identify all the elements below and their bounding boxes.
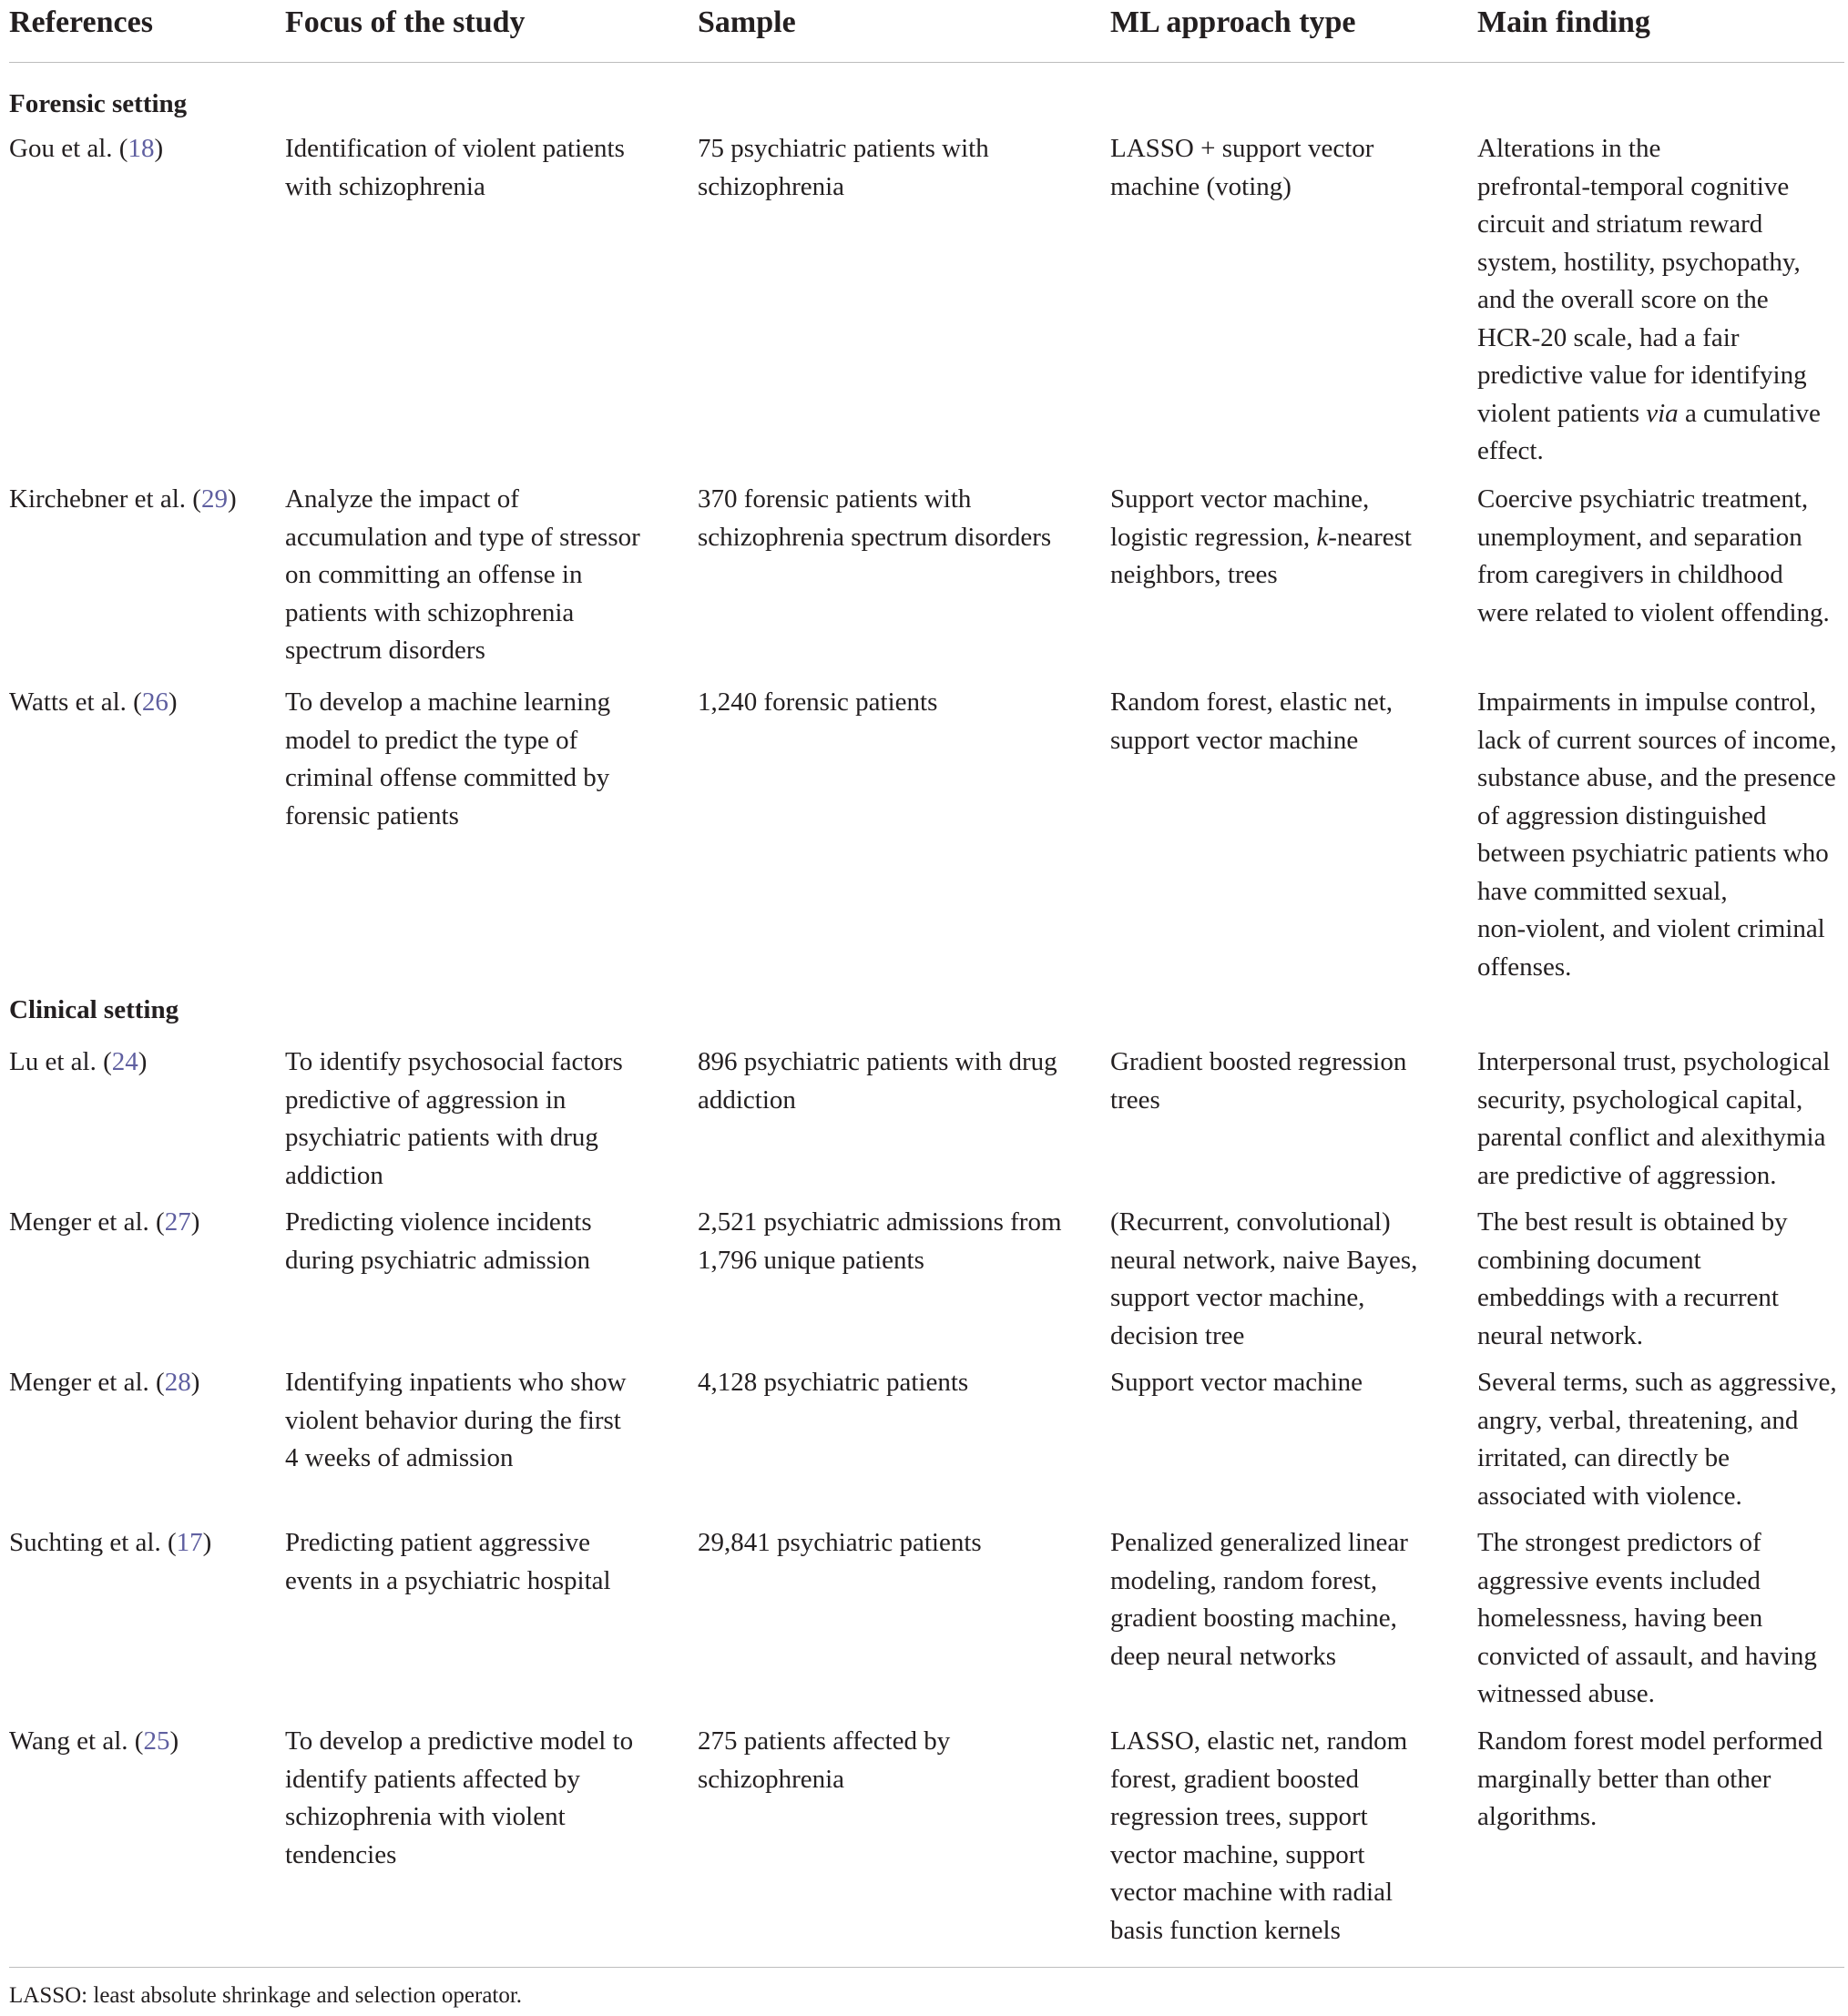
ml-line: vector machine with radial	[1110, 1878, 1394, 1907]
sample-line: 275 patients affected by	[698, 1726, 951, 1756]
focus-cell	[285, 1364, 668, 1478]
finding-line: convicted of assault, and having	[1477, 1641, 1817, 1671]
focus-line: Identifying inpatients who show	[285, 1368, 627, 1397]
sample-line: 4,128 psychiatric patients	[698, 1368, 969, 1397]
focus-line: psychiatric patients with drug	[285, 1123, 598, 1152]
sample-line: schizophrenia	[698, 171, 845, 201]
table-footnote: LASSO: least absolute shrinkage and selection operator.	[9, 1983, 523, 2008]
finding-line: Interpersonal trust, psychological	[1477, 1047, 1831, 1076]
sample-line: 75 psychiatric patients with	[698, 134, 989, 163]
finding-line: circuit and striatum reward	[1477, 209, 1763, 239]
ml-approach-cell	[1110, 1204, 1438, 1355]
sample-line: 1,796 unique patients	[698, 1245, 924, 1275]
author-close: )	[138, 1047, 148, 1076]
focus-line: Predicting violence incidents	[285, 1207, 592, 1237]
author-text: Kirchebner et al. (	[9, 484, 201, 514]
sample-cell	[698, 130, 1085, 206]
focus-line: To develop a machine learning	[285, 687, 611, 717]
finding-line: system, hostility, psychopathy,	[1477, 247, 1801, 277]
finding-line: algorithms.	[1477, 1802, 1598, 1831]
ml-approach-cell	[1110, 1044, 1438, 1119]
author-text: Wang et al. (	[9, 1726, 144, 1756]
main-finding-cell	[1477, 684, 1846, 986]
ml-line: regression trees, support	[1110, 1802, 1368, 1831]
focus-line: patients with schizophrenia	[285, 597, 575, 627]
author-text: Lu et al. (	[9, 1047, 112, 1076]
sample-line: 1,240 forensic patients	[698, 687, 938, 717]
focus-line: violent behavior during the first	[285, 1405, 621, 1435]
ml-approach-cell	[1110, 481, 1438, 595]
citation-link[interactable]: 18	[128, 134, 155, 163]
finding-line: Coercive psychiatric treatment,	[1477, 484, 1809, 514]
finding-line: homelessness, having been	[1477, 1604, 1763, 1633]
header-focus: Focus of the study	[285, 5, 526, 39]
ml-line: neighbors, trees	[1110, 560, 1278, 589]
sample-cell	[698, 1044, 1085, 1119]
main-finding-cell	[1477, 1204, 1846, 1355]
finding-line: Alterations in the	[1477, 134, 1661, 163]
main-finding-cell	[1477, 1364, 1846, 1515]
finding-line: neural network.	[1477, 1320, 1643, 1350]
sample-line: 370 forensic patients with	[698, 484, 972, 514]
sample-cell	[698, 1204, 1085, 1279]
reference-cell	[9, 481, 273, 519]
section-title: Forensic setting	[9, 89, 188, 118]
ml-approach-cell	[1110, 1364, 1438, 1402]
ml-line: support vector machine	[1110, 725, 1359, 755]
sample-cell	[698, 1723, 1085, 1798]
main-finding-cell	[1477, 1524, 1846, 1714]
focus-line: identify patients affected by	[285, 1764, 580, 1794]
focus-cell	[285, 130, 668, 206]
header-main-finding: Main finding	[1477, 5, 1650, 39]
finding-line: embeddings with a recurrent	[1477, 1283, 1779, 1312]
author-text: Gou et al. (	[9, 134, 128, 163]
focus-line: Identification of violent patients	[285, 134, 625, 163]
finding-line: combining document	[1477, 1245, 1701, 1275]
citation-link[interactable]: 24	[111, 1047, 138, 1076]
reference-cell	[9, 1204, 273, 1242]
ml-approach-cell	[1110, 130, 1438, 206]
focus-line: tendencies	[285, 1839, 397, 1869]
author-close: )	[154, 134, 164, 163]
finding-line: irritated, can directly be	[1477, 1443, 1730, 1472]
focus-cell	[285, 1723, 668, 1874]
header-sample: Sample	[698, 5, 796, 39]
finding-line: security, psychological capital,	[1477, 1084, 1803, 1115]
focus-cell	[285, 1044, 668, 1195]
finding-line: of aggression distinguished	[1477, 800, 1767, 830]
finding-line: Several terms, such as aggressive,	[1477, 1368, 1837, 1397]
ml-line: trees	[1110, 1084, 1160, 1115]
citation-link[interactable]: 28	[164, 1368, 191, 1397]
ml-line: neural network, naive Bayes,	[1110, 1245, 1418, 1275]
reference-cell	[9, 1723, 273, 1761]
ml-line: decision tree	[1110, 1320, 1245, 1350]
main-finding-cell	[1477, 1044, 1846, 1195]
finding-line: effect.	[1477, 436, 1544, 465]
ml-line: vector machine, support	[1110, 1839, 1365, 1869]
finding-line: unemployment, and separation	[1477, 522, 1802, 552]
main-finding-cell	[1477, 130, 1846, 471]
ml-line: Gradient boosted regression	[1110, 1047, 1407, 1076]
finding-line: associated with violence.	[1477, 1481, 1742, 1511]
finding-line: angry, verbal, threatening, and	[1477, 1405, 1799, 1435]
focus-line: schizophrenia with violent	[285, 1802, 566, 1831]
ml-approach-cell	[1110, 1524, 1438, 1675]
ml-line: deep neural networks	[1110, 1641, 1337, 1671]
ml-line: Support vector machine	[1110, 1368, 1363, 1397]
focus-line: To identify psychosocial factors	[285, 1047, 623, 1076]
citation-link[interactable]: 17	[176, 1528, 203, 1557]
ml-line: support vector machine,	[1110, 1283, 1365, 1312]
author-close: )	[168, 687, 178, 717]
citation-link[interactable]: 26	[141, 687, 168, 717]
header-references: References	[9, 5, 153, 39]
focus-line: events in a psychiatric hospital	[285, 1565, 611, 1595]
ml-line: Penalized generalized linear	[1110, 1528, 1408, 1557]
author-close: )	[202, 1528, 212, 1557]
focus-line: forensic patients	[285, 800, 459, 830]
ml-line: gradient boosting machine,	[1110, 1604, 1397, 1633]
sample-line: addiction	[698, 1084, 796, 1115]
ml-line: LASSO + support vector	[1110, 134, 1374, 163]
ml-line: machine (voting)	[1110, 171, 1292, 201]
author-close: )	[169, 1726, 179, 1756]
focus-cell	[285, 684, 668, 835]
author-text: Suchting et al. (	[9, 1528, 177, 1557]
finding-line: prefrontal-temporal cognitive	[1477, 171, 1790, 201]
finding-line: witnessed abuse.	[1477, 1679, 1655, 1708]
sample-cell	[698, 481, 1085, 556]
ml-approach-cell	[1110, 684, 1438, 759]
citation-link[interactable]: 27	[164, 1207, 191, 1237]
focus-cell	[285, 481, 668, 670]
finding-line: The best result is obtained by	[1477, 1207, 1788, 1237]
citation-link[interactable]: 25	[143, 1726, 170, 1756]
author-close: )	[190, 1207, 200, 1237]
table-header	[9, 0, 1844, 63]
finding-line: non-violent, and violent criminal	[1477, 914, 1825, 943]
author-close: )	[227, 484, 237, 514]
sample-cell	[698, 684, 1085, 722]
finding-line: from caregivers in childhood	[1477, 560, 1783, 589]
finding-line: lack of current sources of income,	[1477, 725, 1837, 755]
sample-cell	[698, 1524, 1085, 1563]
ml-line: LASSO, elastic net, random	[1110, 1726, 1408, 1756]
finding-line: have committed sexual,	[1477, 876, 1728, 906]
focus-line: during psychiatric admission	[285, 1245, 591, 1275]
finding-line: The strongest predictors of	[1477, 1528, 1761, 1557]
ml-line: modeling, random forest,	[1110, 1565, 1378, 1595]
finding-line: between psychiatric patients who	[1477, 839, 1829, 868]
table-bottom-rule	[9, 1967, 1844, 1968]
header-ml-approach: ML approach type	[1110, 5, 1356, 39]
ml-line: basis function kernels	[1110, 1915, 1341, 1945]
ml-line: Support vector machine,	[1110, 484, 1370, 514]
ml-approach-cell	[1110, 1723, 1438, 1950]
focus-line: with schizophrenia	[285, 171, 485, 201]
focus-line: 4 weeks of admission	[285, 1443, 514, 1472]
reference-cell	[9, 1524, 273, 1563]
ml-line: logistic regression, k-nearest	[1110, 522, 1412, 552]
main-finding-cell	[1477, 1723, 1846, 1837]
focus-cell	[285, 1524, 668, 1600]
focus-line: Analyze the impact of	[285, 484, 519, 514]
focus-line: on committing an offense in	[285, 560, 583, 589]
finding-line: are predictive of aggression.	[1477, 1160, 1777, 1190]
focus-cell	[285, 1204, 668, 1279]
finding-line: marginally better than other	[1477, 1764, 1771, 1794]
finding-line: Impairments in impulse control,	[1477, 687, 1817, 717]
finding-line: substance abuse, and the presence	[1477, 763, 1836, 792]
focus-line: To develop a predictive model to	[285, 1726, 634, 1756]
reference-cell	[9, 1044, 273, 1082]
main-finding-cell	[1477, 481, 1846, 632]
finding-line: HCR-20 scale, had a fair	[1477, 322, 1740, 352]
focus-line: criminal offense committed by	[285, 763, 610, 792]
finding-line: were related to violent offending.	[1477, 597, 1830, 627]
sample-line: 896 psychiatric patients with drug	[698, 1047, 1057, 1076]
finding-line: and the overall score on the	[1477, 285, 1769, 314]
focus-line: model to predict the type of	[285, 725, 578, 755]
author-text: Menger et al. (	[9, 1207, 165, 1237]
sample-cell	[698, 1364, 1085, 1402]
reference-cell	[9, 684, 273, 722]
focus-line: Predicting patient aggressive	[285, 1528, 591, 1557]
finding-line: parental conflict and alexithymia	[1477, 1123, 1826, 1152]
author-text: Menger et al. (	[9, 1368, 165, 1397]
ml-line: Random forest, elastic net,	[1110, 687, 1394, 717]
finding-line: aggressive events included	[1477, 1565, 1761, 1595]
finding-line: offenses.	[1477, 952, 1572, 982]
reference-cell	[9, 1364, 273, 1402]
finding-line: Random forest model performed	[1477, 1726, 1823, 1756]
finding-line: predictive value for identifying	[1477, 361, 1807, 390]
focus-line: predictive of aggression in	[285, 1084, 567, 1115]
sample-line: 2,521 psychiatric admissions from	[698, 1207, 1062, 1237]
author-text: Watts et al. (	[9, 687, 142, 717]
focus-line: spectrum disorders	[285, 636, 485, 665]
reference-cell	[9, 130, 273, 168]
section-title: Clinical setting	[9, 995, 179, 1024]
focus-line: addiction	[285, 1160, 383, 1190]
focus-line: accumulation and type of stressor	[285, 522, 640, 552]
sample-line: schizophrenia spectrum disorders	[698, 522, 1052, 552]
ml-line: forest, gradient boosted	[1110, 1764, 1360, 1794]
finding-line: violent patients via a cumulative	[1477, 398, 1821, 428]
ml-line: (Recurrent, convolutional)	[1110, 1207, 1391, 1237]
author-close: )	[190, 1368, 200, 1397]
sample-line: schizophrenia	[698, 1764, 845, 1794]
citation-link[interactable]: 29	[200, 484, 228, 514]
sample-line: 29,841 psychiatric patients	[698, 1528, 982, 1557]
